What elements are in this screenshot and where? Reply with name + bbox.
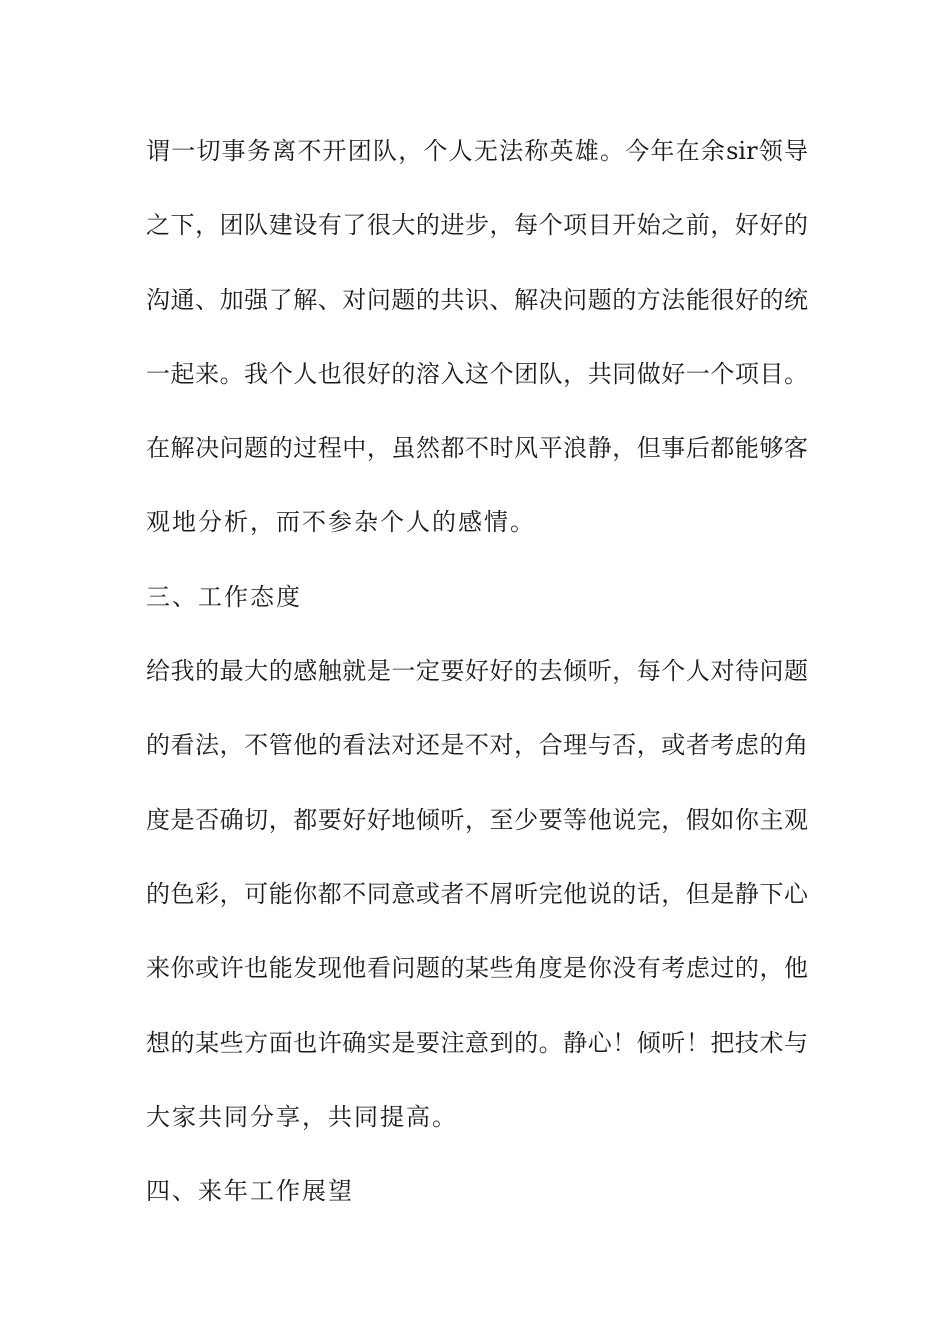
text-line: 的看法，不管他的看法对还是不对，合理与否，或者考虑的角	[146, 731, 808, 760]
text-line: 之下，团队建设有了很大的进步，每个项目开始之前，好好的	[146, 211, 808, 240]
section-heading: 三、工作态度	[146, 582, 302, 611]
text-line: 给我的最大的感触就是一定要好好的去倾听，每个人对待问题	[146, 657, 808, 686]
text-line: 来你或许也能发现他看问题的某些角度是你没有考虑过的，他	[146, 954, 808, 983]
text-line: 在解决问题的过程中，虽然都不时风平浪静，但事后都能够客	[146, 434, 808, 463]
text-line: 一起来。我个人也很好的溶入这个团队，共同做好一个项目。	[146, 359, 808, 388]
text-line: 度是否确切，都要好好地倾听，至少要等他说完，假如你主观	[146, 805, 808, 834]
text-line: 观地分析，而不参杂个人的感情。	[146, 508, 536, 537]
text-line: 大家共同分享，共同提高。	[146, 1102, 458, 1131]
text-line: 沟通、加强了解、对问题的共识、解决问题的方法能很好的统	[146, 285, 808, 314]
text-line: 的色彩，可能你都不同意或者不屑听完他说的话，但是静下心	[146, 879, 808, 908]
text-line: 想的某些方面也许确实是要注意到的。静心！倾听！把技术与	[146, 1028, 808, 1057]
section-heading: 四、来年工作展望	[146, 1177, 354, 1206]
document-body	[146, 131, 808, 1245]
text-line: 谓一切事务离不开团队，个人无法称英雄。今年在余sir领导	[146, 137, 808, 165]
